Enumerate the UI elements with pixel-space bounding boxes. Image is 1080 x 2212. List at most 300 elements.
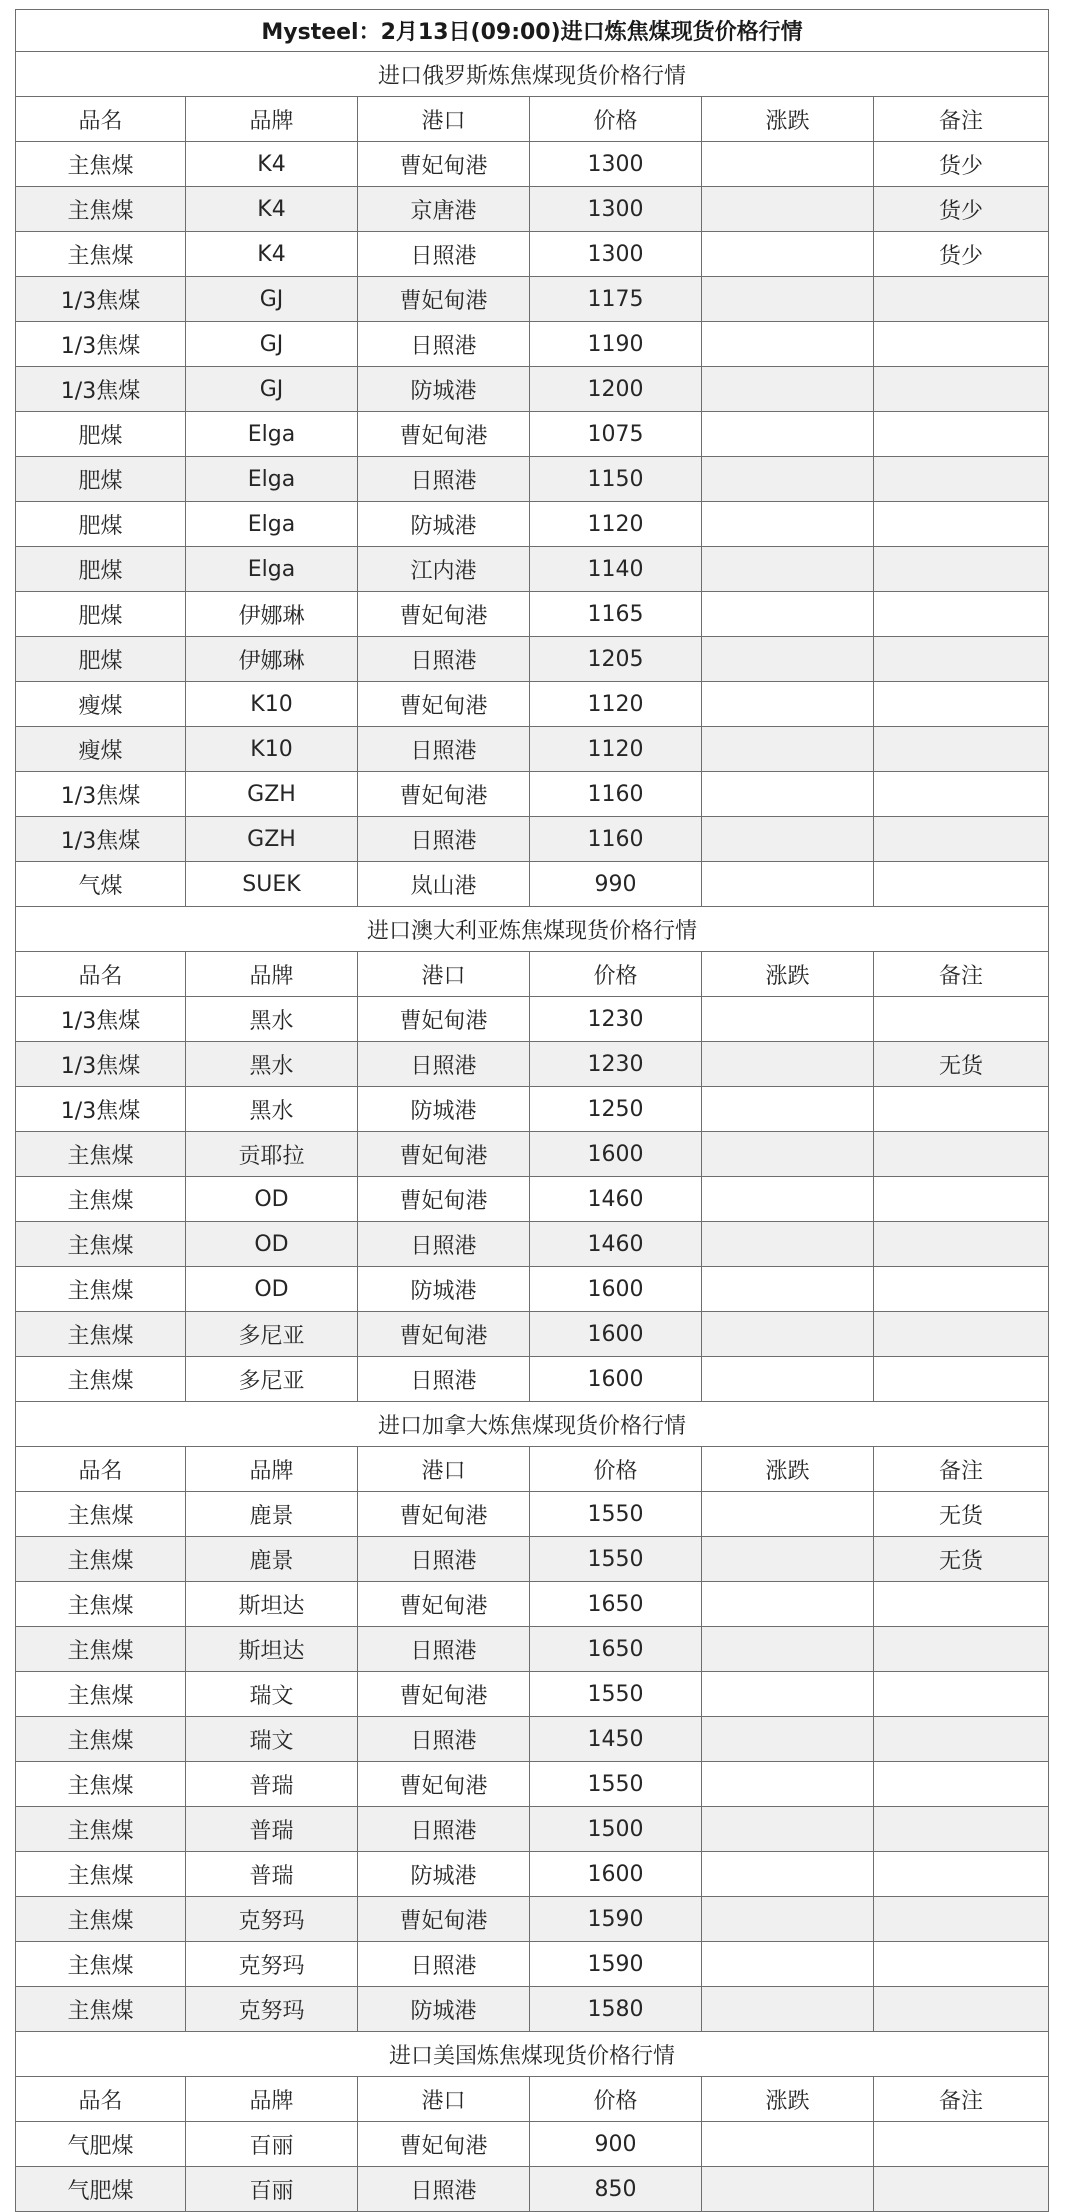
note-cell	[874, 727, 1049, 772]
price-cell: 1650	[530, 1582, 702, 1627]
table-row	[16, 862, 1049, 907]
note-cell	[874, 997, 1049, 1042]
product-name-cell: 主焦煤	[16, 1762, 186, 1807]
port-cell: 曹妃甸港	[358, 1582, 530, 1627]
price-cell: 1450	[530, 1717, 702, 1762]
section-title-row	[16, 1402, 1049, 1447]
change-cell	[702, 1897, 874, 1942]
change-cell	[702, 1717, 874, 1762]
column-header-row	[16, 2077, 1049, 2122]
table-row	[16, 1357, 1049, 1402]
table-row	[16, 232, 1049, 277]
column-header: 品牌	[186, 1447, 358, 1492]
price-cell: 1300	[530, 142, 702, 187]
table-row	[16, 502, 1049, 547]
change-cell	[702, 682, 874, 727]
port-cell: 防城港	[358, 1852, 530, 1897]
note-cell	[874, 1087, 1049, 1132]
price-table	[15, 9, 1049, 2212]
table-row	[16, 277, 1049, 322]
note-cell	[874, 457, 1049, 502]
column-header-row	[16, 97, 1049, 142]
column-header: 备注	[874, 97, 1049, 142]
port-cell: 曹妃甸港	[358, 772, 530, 817]
price-cell: 1550	[530, 1672, 702, 1717]
column-header: 涨跌	[702, 2077, 874, 2122]
product-name-cell: 1/3焦煤	[16, 277, 186, 322]
product-name-cell: 肥煤	[16, 637, 186, 682]
column-header: 品牌	[186, 2077, 358, 2122]
note-cell: 货少	[874, 232, 1049, 277]
brand-cell: GJ	[186, 322, 358, 367]
table-row	[16, 1987, 1049, 2032]
table-row	[16, 637, 1049, 682]
note-cell: 无货	[874, 1042, 1049, 1087]
port-cell: 日照港	[358, 1357, 530, 1402]
port-cell: 曹妃甸港	[358, 592, 530, 637]
change-cell	[702, 1492, 874, 1537]
note-cell	[874, 1132, 1049, 1177]
price-cell: 1600	[530, 1852, 702, 1897]
change-cell	[702, 1042, 874, 1087]
table-row	[16, 322, 1049, 367]
brand-cell: Elga	[186, 547, 358, 592]
port-cell: 日照港	[358, 2167, 530, 2212]
brand-cell: K10	[186, 682, 358, 727]
price-cell: 1590	[530, 1942, 702, 1987]
brand-cell: K4	[186, 142, 358, 187]
table-row	[16, 2122, 1049, 2167]
price-cell: 1580	[530, 1987, 702, 2032]
table-row	[16, 592, 1049, 637]
product-name-cell: 1/3焦煤	[16, 817, 186, 862]
brand-cell: Elga	[186, 457, 358, 502]
price-cell: 1500	[530, 1807, 702, 1852]
note-cell	[874, 2167, 1049, 2212]
brand-cell: 克努玛	[186, 1897, 358, 1942]
port-cell: 日照港	[358, 1807, 530, 1852]
port-cell: 曹妃甸港	[358, 1177, 530, 1222]
port-cell: 防城港	[358, 367, 530, 412]
column-header: 涨跌	[702, 1447, 874, 1492]
note-cell: 无货	[874, 1537, 1049, 1582]
note-cell	[874, 817, 1049, 862]
table-row	[16, 1627, 1049, 1672]
note-cell: 无货	[874, 1492, 1049, 1537]
product-name-cell: 主焦煤	[16, 1312, 186, 1357]
note-cell	[874, 1897, 1049, 1942]
port-cell: 日照港	[358, 322, 530, 367]
change-cell	[702, 1177, 874, 1222]
price-cell: 1550	[530, 1537, 702, 1582]
brand-cell: OD	[186, 1222, 358, 1267]
brand-cell: OD	[186, 1267, 358, 1312]
price-cell: 1205	[530, 637, 702, 682]
product-name-cell: 主焦煤	[16, 1537, 186, 1582]
price-cell: 1075	[530, 412, 702, 457]
note-cell	[874, 1672, 1049, 1717]
note-cell	[874, 772, 1049, 817]
price-cell: 1600	[530, 1312, 702, 1357]
product-name-cell: 主焦煤	[16, 1582, 186, 1627]
table-row	[16, 412, 1049, 457]
product-name-cell: 肥煤	[16, 412, 186, 457]
column-header: 品名	[16, 952, 186, 997]
note-cell	[874, 2122, 1049, 2167]
change-cell	[702, 457, 874, 502]
product-name-cell: 主焦煤	[16, 142, 186, 187]
page-title: Mysteel：2月13日(09:00)进口炼焦煤现货价格行情	[16, 10, 1049, 52]
change-cell	[702, 232, 874, 277]
note-cell	[874, 637, 1049, 682]
product-name-cell: 1/3焦煤	[16, 1042, 186, 1087]
note-cell	[874, 1312, 1049, 1357]
port-cell: 日照港	[358, 1042, 530, 1087]
note-cell	[874, 1222, 1049, 1267]
port-cell: 日照港	[358, 817, 530, 862]
change-cell	[702, 547, 874, 592]
port-cell: 防城港	[358, 1267, 530, 1312]
table-row	[16, 1087, 1049, 1132]
product-name-cell: 主焦煤	[16, 1942, 186, 1987]
price-cell: 1120	[530, 727, 702, 772]
change-cell	[702, 502, 874, 547]
table-row	[16, 1492, 1049, 1537]
column-header: 品名	[16, 97, 186, 142]
table-row	[16, 1852, 1049, 1897]
brand-cell: SUEK	[186, 862, 358, 907]
price-cell: 1600	[530, 1357, 702, 1402]
product-name-cell: 气煤	[16, 862, 186, 907]
port-cell: 日照港	[358, 1627, 530, 1672]
brand-cell: 斯坦达	[186, 1582, 358, 1627]
change-cell	[702, 727, 874, 772]
change-cell	[702, 2167, 874, 2212]
note-cell: 货少	[874, 142, 1049, 187]
note-cell	[874, 1582, 1049, 1627]
port-cell: 曹妃甸港	[358, 997, 530, 1042]
column-header: 价格	[530, 2077, 702, 2122]
change-cell	[702, 817, 874, 862]
change-cell	[702, 412, 874, 457]
table-row	[16, 1177, 1049, 1222]
note-cell	[874, 1267, 1049, 1312]
price-cell: 1460	[530, 1177, 702, 1222]
price-cell: 1120	[530, 502, 702, 547]
change-cell	[702, 1807, 874, 1852]
change-cell	[702, 277, 874, 322]
column-header: 港口	[358, 2077, 530, 2122]
brand-cell: 百丽	[186, 2167, 358, 2212]
brand-cell: 鹿景	[186, 1492, 358, 1537]
column-header: 备注	[874, 2077, 1049, 2122]
change-cell	[702, 1132, 874, 1177]
price-cell: 1230	[530, 1042, 702, 1087]
price-cell: 1165	[530, 592, 702, 637]
column-header: 品名	[16, 1447, 186, 1492]
product-name-cell: 主焦煤	[16, 1717, 186, 1762]
table-row	[16, 1942, 1049, 1987]
product-name-cell: 肥煤	[16, 592, 186, 637]
brand-cell: Elga	[186, 412, 358, 457]
port-cell: 曹妃甸港	[358, 682, 530, 727]
product-name-cell: 主焦煤	[16, 1177, 186, 1222]
price-cell: 1175	[530, 277, 702, 322]
change-cell	[702, 1627, 874, 1672]
price-cell: 1190	[530, 322, 702, 367]
note-cell	[874, 862, 1049, 907]
table-row	[16, 817, 1049, 862]
table-row	[16, 1582, 1049, 1627]
port-cell: 日照港	[358, 457, 530, 502]
brand-cell: 鹿景	[186, 1537, 358, 1582]
change-cell	[702, 1087, 874, 1132]
port-cell: 京唐港	[358, 187, 530, 232]
port-cell: 防城港	[358, 1087, 530, 1132]
note-cell	[874, 592, 1049, 637]
column-header: 港口	[358, 952, 530, 997]
port-cell: 曹妃甸港	[358, 1672, 530, 1717]
section-title: 进口澳大利亚炼焦煤现货价格行情	[16, 907, 1049, 952]
section-title-row	[16, 52, 1049, 97]
port-cell: 防城港	[358, 502, 530, 547]
note-cell	[874, 1852, 1049, 1897]
port-cell: 曹妃甸港	[358, 1897, 530, 1942]
price-cell: 1550	[530, 1762, 702, 1807]
product-name-cell: 1/3焦煤	[16, 772, 186, 817]
port-cell: 江内港	[358, 547, 530, 592]
product-name-cell: 主焦煤	[16, 1672, 186, 1717]
price-cell: 1300	[530, 232, 702, 277]
note-cell	[874, 277, 1049, 322]
table-row	[16, 1717, 1049, 1762]
port-cell: 曹妃甸港	[358, 1492, 530, 1537]
change-cell	[702, 1312, 874, 1357]
product-name-cell: 1/3焦煤	[16, 1087, 186, 1132]
change-cell	[702, 997, 874, 1042]
column-header: 港口	[358, 1447, 530, 1492]
table-row	[16, 772, 1049, 817]
port-cell: 日照港	[358, 232, 530, 277]
column-header: 品牌	[186, 97, 358, 142]
brand-cell: 黑水	[186, 1042, 358, 1087]
table-row	[16, 682, 1049, 727]
note-cell	[874, 322, 1049, 367]
note-cell	[874, 502, 1049, 547]
product-name-cell: 瘦煤	[16, 727, 186, 772]
section-title: 进口美国炼焦煤现货价格行情	[16, 2032, 1049, 2077]
column-header: 涨跌	[702, 952, 874, 997]
note-cell	[874, 1942, 1049, 1987]
brand-cell: 斯坦达	[186, 1627, 358, 1672]
column-header: 价格	[530, 952, 702, 997]
brand-cell: 普瑞	[186, 1762, 358, 1807]
product-name-cell: 气肥煤	[16, 2167, 186, 2212]
brand-cell: OD	[186, 1177, 358, 1222]
table-row	[16, 1897, 1049, 1942]
port-cell: 曹妃甸港	[358, 142, 530, 187]
table-row	[16, 547, 1049, 592]
product-name-cell: 主焦煤	[16, 1492, 186, 1537]
brand-cell: 黑水	[186, 1087, 358, 1132]
port-cell: 日照港	[358, 1537, 530, 1582]
price-cell: 1200	[530, 367, 702, 412]
note-cell	[874, 1357, 1049, 1402]
port-cell: 防城港	[358, 1987, 530, 2032]
column-header: 备注	[874, 952, 1049, 997]
product-name-cell: 主焦煤	[16, 1897, 186, 1942]
change-cell	[702, 367, 874, 412]
section-title-row	[16, 2032, 1049, 2077]
note-cell	[874, 412, 1049, 457]
product-name-cell: 主焦煤	[16, 1267, 186, 1312]
product-name-cell: 主焦煤	[16, 1987, 186, 2032]
product-name-cell: 主焦煤	[16, 1132, 186, 1177]
section-title: 进口加拿大炼焦煤现货价格行情	[16, 1402, 1049, 1447]
table-row	[16, 187, 1049, 232]
table-row	[16, 1762, 1049, 1807]
port-cell: 曹妃甸港	[358, 2122, 530, 2167]
port-cell: 曹妃甸港	[358, 1132, 530, 1177]
change-cell	[702, 1582, 874, 1627]
product-name-cell: 主焦煤	[16, 1357, 186, 1402]
note-cell	[874, 1177, 1049, 1222]
product-name-cell: 主焦煤	[16, 1627, 186, 1672]
product-name-cell: 肥煤	[16, 547, 186, 592]
brand-cell: 瑞文	[186, 1717, 358, 1762]
price-cell: 1160	[530, 772, 702, 817]
table-row	[16, 997, 1049, 1042]
product-name-cell: 瘦煤	[16, 682, 186, 727]
port-cell: 日照港	[358, 1717, 530, 1762]
product-name-cell: 肥煤	[16, 457, 186, 502]
brand-cell: 瑞文	[186, 1672, 358, 1717]
column-header-row	[16, 1447, 1049, 1492]
brand-cell: 克努玛	[186, 1987, 358, 2032]
table-row	[16, 1267, 1049, 1312]
section-title: 进口俄罗斯炼焦煤现货价格行情	[16, 52, 1049, 97]
change-cell	[702, 1942, 874, 1987]
price-cell: 1550	[530, 1492, 702, 1537]
note-cell	[874, 367, 1049, 412]
product-name-cell: 主焦煤	[16, 1222, 186, 1267]
note-cell	[874, 1627, 1049, 1672]
column-header: 品牌	[186, 952, 358, 997]
note-cell	[874, 1807, 1049, 1852]
change-cell	[702, 1222, 874, 1267]
port-cell: 曹妃甸港	[358, 412, 530, 457]
product-name-cell: 主焦煤	[16, 187, 186, 232]
brand-cell: 黑水	[186, 997, 358, 1042]
table-row	[16, 1132, 1049, 1177]
price-cell: 1230	[530, 997, 702, 1042]
change-cell	[702, 1762, 874, 1807]
change-cell	[702, 2122, 874, 2167]
note-cell	[874, 682, 1049, 727]
price-cell: 900	[530, 2122, 702, 2167]
column-header: 价格	[530, 1447, 702, 1492]
brand-cell: Elga	[186, 502, 358, 547]
product-name-cell: 气肥煤	[16, 2122, 186, 2167]
table-row	[16, 1537, 1049, 1582]
price-cell: 850	[530, 2167, 702, 2212]
table-row	[16, 727, 1049, 772]
change-cell	[702, 772, 874, 817]
port-cell: 曹妃甸港	[358, 277, 530, 322]
section-title-row	[16, 907, 1049, 952]
port-cell: 日照港	[358, 727, 530, 772]
column-header: 备注	[874, 1447, 1049, 1492]
brand-cell: 贡耶拉	[186, 1132, 358, 1177]
note-cell	[874, 1717, 1049, 1762]
price-table-body	[16, 10, 1049, 2212]
table-row	[16, 2167, 1049, 2212]
price-cell: 1460	[530, 1222, 702, 1267]
table-row	[16, 457, 1049, 502]
brand-cell: 百丽	[186, 2122, 358, 2167]
table-row	[16, 1807, 1049, 1852]
port-cell: 岚山港	[358, 862, 530, 907]
product-name-cell: 肥煤	[16, 502, 186, 547]
price-cell: 990	[530, 862, 702, 907]
note-cell: 货少	[874, 187, 1049, 232]
brand-cell: 克努玛	[186, 1942, 358, 1987]
table-row	[16, 1672, 1049, 1717]
change-cell	[702, 1672, 874, 1717]
price-cell: 1600	[530, 1132, 702, 1177]
note-cell	[874, 1762, 1049, 1807]
table-row	[16, 367, 1049, 412]
column-header: 港口	[358, 97, 530, 142]
column-header: 价格	[530, 97, 702, 142]
price-cell: 1120	[530, 682, 702, 727]
brand-cell: GJ	[186, 367, 358, 412]
brand-cell: K10	[186, 727, 358, 772]
brand-cell: 多尼亚	[186, 1357, 358, 1402]
brand-cell: GJ	[186, 277, 358, 322]
change-cell	[702, 862, 874, 907]
change-cell	[702, 1357, 874, 1402]
change-cell	[702, 1852, 874, 1897]
table-row	[16, 1042, 1049, 1087]
change-cell	[702, 1537, 874, 1582]
product-name-cell: 主焦煤	[16, 1807, 186, 1852]
brand-cell: 多尼亚	[186, 1312, 358, 1357]
product-name-cell: 1/3焦煤	[16, 367, 186, 412]
price-cell: 1160	[530, 817, 702, 862]
price-cell: 1250	[530, 1087, 702, 1132]
table-row	[16, 1222, 1049, 1267]
port-cell: 曹妃甸港	[358, 1762, 530, 1807]
table-row	[16, 142, 1049, 187]
port-cell: 日照港	[358, 1942, 530, 1987]
column-header: 品名	[16, 2077, 186, 2122]
main-title-row	[16, 10, 1049, 52]
product-name-cell: 主焦煤	[16, 232, 186, 277]
column-header-row	[16, 952, 1049, 997]
price-cell: 1590	[530, 1897, 702, 1942]
product-name-cell: 1/3焦煤	[16, 997, 186, 1042]
table-row	[16, 1312, 1049, 1357]
brand-cell: 伊娜琳	[186, 637, 358, 682]
brand-cell: 普瑞	[186, 1852, 358, 1897]
change-cell	[702, 187, 874, 232]
price-cell: 1650	[530, 1627, 702, 1672]
change-cell	[702, 1267, 874, 1312]
column-header: 涨跌	[702, 97, 874, 142]
brand-cell: GZH	[186, 817, 358, 862]
change-cell	[702, 142, 874, 187]
